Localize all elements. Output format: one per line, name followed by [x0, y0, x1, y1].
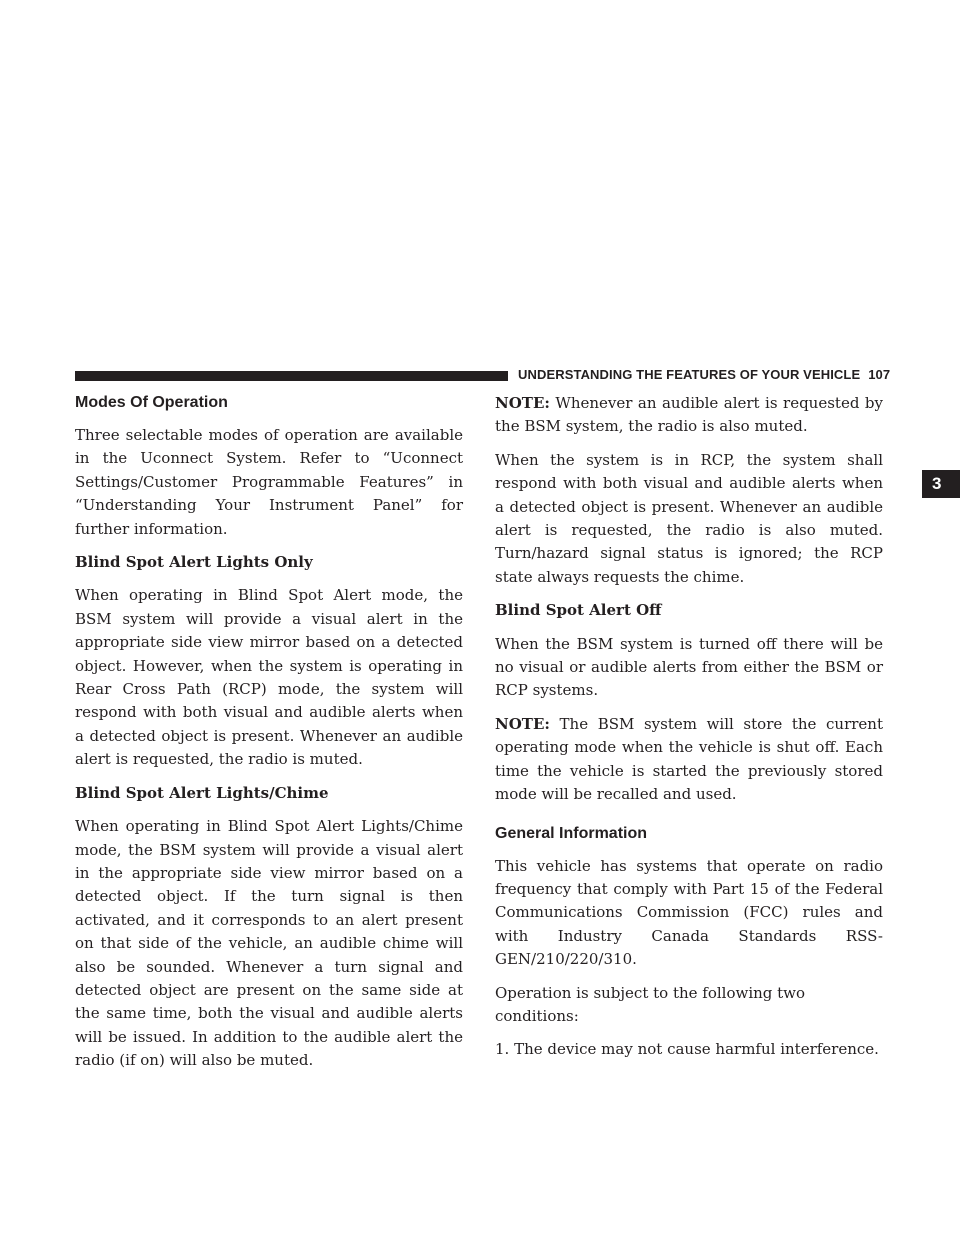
chapter-tab: 3 [922, 470, 960, 498]
page-number: 107 [868, 367, 891, 382]
header-title: UNDERSTANDING THE FEATURES OF YOUR VEHICLE [518, 367, 861, 382]
lights-chime-paragraph: When operating in Blind Spot Alert Lights/Chime mode, the BSM system will provide a visual alert in the appropriate side view mirror based on a detected object. If the turn signal is then activated, and it corresponds to an alert present on that side of the vehicle, an audible chime will also be sounded. Whenever a turn signal and detected object are present on the same side at the same time, both the visual and audible alerts will be issued. In addition to the audible alert the radio (if on) will also be muted. [75, 817, 463, 1070]
conditions-intro: Operation is subject to the following two conditions: [495, 983, 806, 1025]
note-text: The BSM system will store the current operating mode when the vehicle is shut off. Each time the vehicle is started the previously stored mode will be recalled and used. [495, 714, 883, 804]
note-paragraph-2 [495, 713, 883, 807]
note-label: NOTE: [495, 714, 550, 733]
general-paragraph: This vehicle has systems that operate on radio frequency that comply with Part 15 of the Federal Communications Commission (FCC) rules and with Industry Canada Standards RSS- GEN/210/220/310. [495, 856, 883, 969]
lights-only-paragraph: When operating in Blind Spot Alert mode, the BSM system will provide a visual alert in the appropriate side view mirror based on a detected object. However, when the system is operating in Rear Cross Path (RCP) mode, the system will respond with both visual and audible alerts when a detected object is present. Whenever an audible alert is requested, the radio is muted. [75, 586, 463, 769]
subheading-lights-only: Blind Spot Alert Lights Only [75, 553, 313, 572]
note-paragraph-1 [495, 392, 883, 439]
note-text: Whenever an audible alert is requested by the BSM system, the radio is also muted. [495, 394, 883, 436]
running-header [518, 367, 890, 382]
note-label: NOTE: [495, 394, 550, 412]
alert-off-paragraph: When the BSM system is turned off there will be no visual or audible alerts from either the BSM or RCP systems. [495, 634, 883, 700]
subheading-alert-off: Blind Spot Alert Off [495, 601, 662, 620]
heading-modes-of-operation: Modes Of Operation [75, 394, 228, 411]
condition-item-1: 1. The device may not cause harmful interference. [495, 1040, 879, 1059]
right-column [495, 392, 883, 1072]
left-column [75, 392, 463, 1083]
heading-general-information: General Information [495, 824, 648, 842]
intro-paragraph: Three selectable modes of operation are available in the Uconnect System. Refer to “Uconnect Settings/Customer Programmable Features” in “Understanding Your Instrument Panel” for further information. [75, 426, 463, 538]
header-rule [75, 371, 508, 381]
rcp-paragraph: When the system is in RCP, the system shall respond with both visual and audible alerts when a detected object is present. Whenever an audible alert is requested, the radio is also muted. Turn/hazard signal status is ignored; the RCP state always requests the chime. [495, 450, 883, 586]
subheading-lights-chime: Blind Spot Alert Lights/Chime [75, 783, 329, 802]
